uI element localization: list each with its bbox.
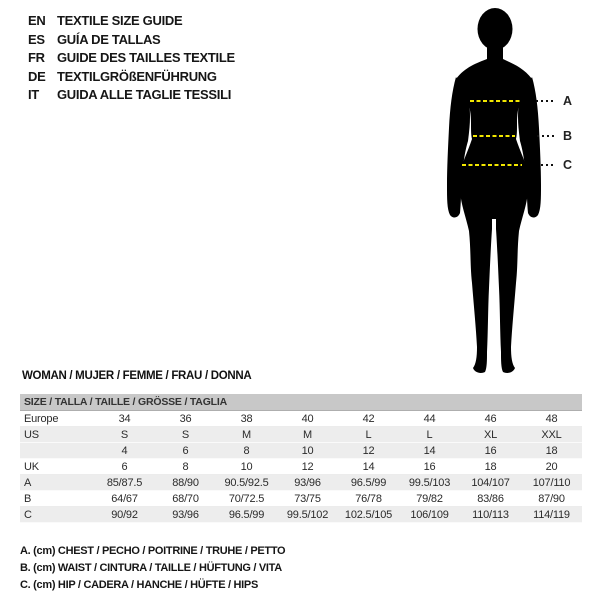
size-cell: S xyxy=(94,427,155,443)
size-cell: XXL xyxy=(521,427,582,443)
size-table-header: SIZE / TALLA / TAILLE / GRÖSSE / TAGLIA xyxy=(20,394,582,411)
table-row-us-number xyxy=(20,443,582,459)
size-table-grid xyxy=(20,411,582,523)
size-cell: 107/110 xyxy=(521,475,582,491)
size-cell: L xyxy=(399,427,460,443)
size-cell: M xyxy=(216,427,277,443)
size-cell: 79/82 xyxy=(399,491,460,507)
lang-row-fr xyxy=(28,49,235,68)
size-cell: 16 xyxy=(460,443,521,459)
size-cell: 99.5/102 xyxy=(277,507,338,523)
row-label: C xyxy=(20,507,94,523)
size-cell: 38 xyxy=(216,411,277,427)
measurement-figure xyxy=(425,3,600,378)
lang-label: TEXTILE SIZE GUIDE xyxy=(57,13,183,28)
size-cell: 14 xyxy=(399,443,460,459)
size-cell: 8 xyxy=(216,443,277,459)
size-cell: 102.5/105 xyxy=(338,507,399,523)
size-cell: 76/78 xyxy=(338,491,399,507)
size-cell: XL xyxy=(460,427,521,443)
marker-label-chest: A xyxy=(563,94,573,108)
size-cell: 96.5/99 xyxy=(216,507,277,523)
language-title-block xyxy=(28,12,235,105)
marker-label-hip: C xyxy=(563,158,573,172)
size-cell: 34 xyxy=(94,411,155,427)
size-cell: 36 xyxy=(155,411,216,427)
size-cell: 64/67 xyxy=(94,491,155,507)
lang-code: FR xyxy=(28,50,45,66)
size-cell: 110/113 xyxy=(460,507,521,523)
size-cell: 10 xyxy=(216,459,277,475)
lang-row-en xyxy=(28,12,235,31)
table-row-europe xyxy=(20,411,582,427)
marker-label-waist: B xyxy=(563,129,573,143)
legend-line-waist: B. (cm) WAIST / CINTURA / TAILLE / HÜFTUNG / VITA xyxy=(20,562,282,574)
size-cell: 87/90 xyxy=(521,491,582,507)
lang-code: IT xyxy=(28,87,39,103)
size-cell: 20 xyxy=(521,459,582,475)
row-label xyxy=(20,443,94,459)
size-table xyxy=(20,394,582,523)
woman-silhouette-icon xyxy=(425,3,575,378)
lang-code: EN xyxy=(28,13,46,28)
size-cell: 14 xyxy=(338,459,399,475)
size-cell: 46 xyxy=(460,411,521,427)
section-title: WOMAN / MUJER / FEMME / FRAU / DONNA xyxy=(22,370,252,382)
size-cell: 104/107 xyxy=(460,475,521,491)
size-cell: 18 xyxy=(460,459,521,475)
size-cell: 90/92 xyxy=(94,507,155,523)
lang-label: GUÍA DE TALLAS xyxy=(57,31,161,47)
table-row-hip xyxy=(20,507,582,523)
size-cell: 73/75 xyxy=(277,491,338,507)
size-cell: 12 xyxy=(338,443,399,459)
size-cell: 44 xyxy=(399,411,460,427)
size-cell: 83/86 xyxy=(460,491,521,507)
size-cell: 93/96 xyxy=(277,475,338,491)
row-label: US xyxy=(20,427,94,443)
size-cell: 42 xyxy=(338,411,399,427)
lang-code: ES xyxy=(28,31,45,47)
size-cell: 6 xyxy=(94,459,155,475)
size-cell: 99.5/103 xyxy=(399,475,460,491)
size-cell: 6 xyxy=(155,443,216,459)
size-cell: 88/90 xyxy=(155,475,216,491)
size-cell: 4 xyxy=(94,443,155,459)
table-row-uk xyxy=(20,459,582,475)
lang-label: TEXTILGRÖßENFÜHRUNG xyxy=(57,68,217,84)
lang-label: GUIDE DES TAILLES TEXTILE xyxy=(57,50,235,66)
table-row-waist xyxy=(20,491,582,507)
size-cell: 106/109 xyxy=(399,507,460,523)
size-cell: 93/96 xyxy=(155,507,216,523)
lang-label: GUIDA ALLE TAGLIE TESSILI xyxy=(57,87,232,103)
row-label: B xyxy=(20,491,94,507)
size-cell: 18 xyxy=(521,443,582,459)
lang-row-es xyxy=(28,31,235,50)
lang-code: DE xyxy=(28,68,46,84)
lang-row-de xyxy=(28,68,235,87)
size-cell: 10 xyxy=(277,443,338,459)
row-label: Europe xyxy=(20,411,94,427)
lang-row-it xyxy=(28,86,235,105)
table-row-chest xyxy=(20,475,582,491)
size-cell: 114/119 xyxy=(521,507,582,523)
legend-line-chest: A. (cm) CHEST / PECHO / POITRINE / TRUHE / PETTO xyxy=(20,545,286,557)
size-cell: 40 xyxy=(277,411,338,427)
legend-line-hip: C. (cm) HIP / CADERA / HANCHE / HÜFTE / HIPS xyxy=(20,579,258,591)
size-cell: 16 xyxy=(399,459,460,475)
size-cell: 70/72.5 xyxy=(216,491,277,507)
table-row-us-letter xyxy=(20,427,582,443)
size-cell: L xyxy=(338,427,399,443)
size-cell: 90.5/92.5 xyxy=(216,475,277,491)
size-cell: 48 xyxy=(521,411,582,427)
size-cell: 8 xyxy=(155,459,216,475)
size-cell: 12 xyxy=(277,459,338,475)
size-cell: S xyxy=(155,427,216,443)
size-cell: 96.5/99 xyxy=(338,475,399,491)
measurement-legend xyxy=(20,543,285,594)
size-cell: 68/70 xyxy=(155,491,216,507)
size-cell: 85/87.5 xyxy=(94,475,155,491)
row-label: UK xyxy=(20,459,94,475)
row-label: A xyxy=(20,475,94,491)
size-cell: M xyxy=(277,427,338,443)
